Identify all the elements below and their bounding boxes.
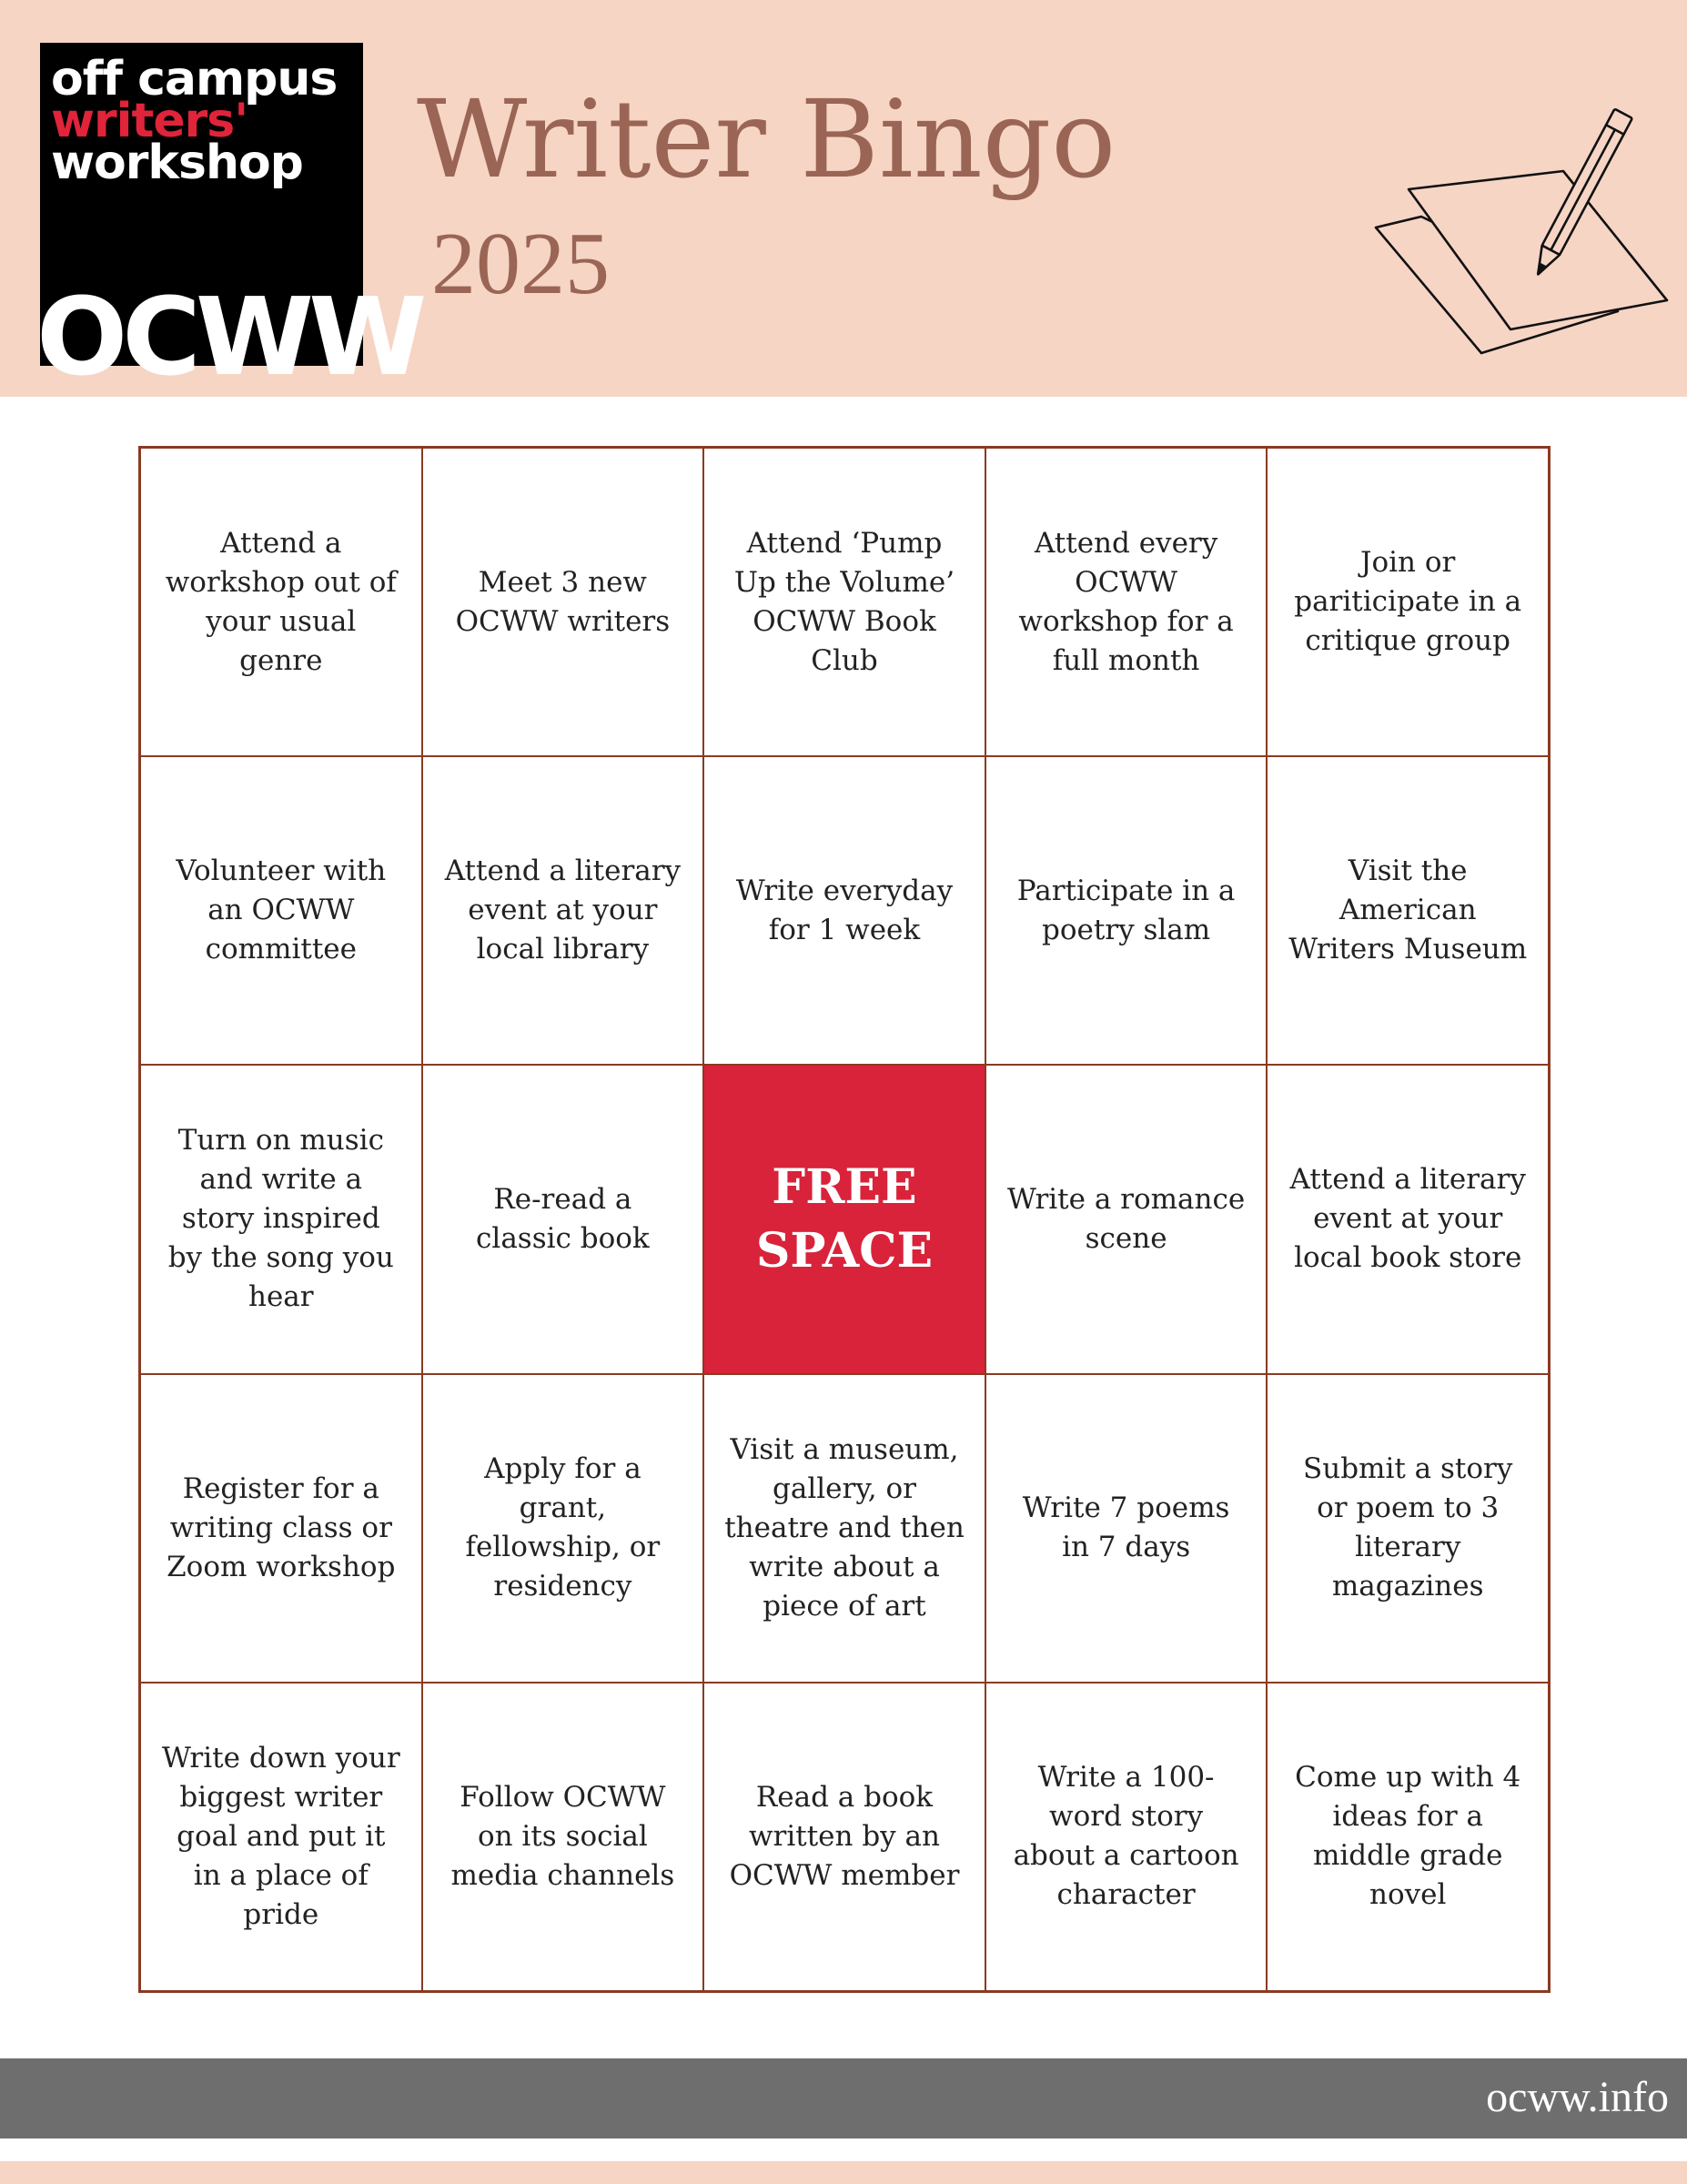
- ocww-logo: [36, 43, 422, 399]
- bingo-cell[interactable]: Submit a story or poem to 3 literary magazines: [1267, 1374, 1549, 1683]
- bingo-cell[interactable]: Come up with 4 ideas for a middle grade novel: [1267, 1683, 1549, 1991]
- paper-pencil-icon: [1365, 91, 1674, 364]
- bingo-cell[interactable]: Read a book written by an OCWW member: [703, 1683, 985, 1991]
- bingo-cell[interactable]: Volunteer with an OCWW committee: [140, 756, 422, 1065]
- bingo-cell[interactable]: Participate in a poetry slam: [985, 756, 1268, 1065]
- bingo-cell[interactable]: Meet 3 new OCWW writers: [422, 448, 704, 756]
- bingo-cell[interactable]: Attend ‘Pump Up the Volume’ OCWW Book Club: [703, 448, 985, 756]
- bingo-cell[interactable]: Join or pariticipate in a critique group: [1267, 448, 1549, 756]
- bingo-cell[interactable]: Re-read a classic book: [422, 1065, 704, 1373]
- footer-bar: [0, 2058, 1687, 2138]
- logo-abbrev: OCWW: [36, 274, 422, 399]
- bingo-cell[interactable]: Register for a writing class or Zoom workshop: [140, 1374, 422, 1683]
- bingo-cell[interactable]: Write everyday for 1 week: [703, 756, 985, 1065]
- page-title: Writer Bingo: [417, 76, 1116, 202]
- bingo-cell[interactable]: Follow OCWW on its social media channels: [422, 1683, 704, 1991]
- footer-strip: [0, 2161, 1687, 2184]
- bingo-grid: [138, 446, 1551, 1993]
- bingo-cell[interactable]: Write down your biggest writer goal and put it in a place of pride: [140, 1683, 422, 1991]
- bingo-cell[interactable]: Write a romance scene: [985, 1065, 1268, 1373]
- bingo-cell[interactable]: Write a 100-word story about a cartoon character: [985, 1683, 1268, 1991]
- bingo-cell[interactable]: Write 7 poems in 7 days: [985, 1374, 1268, 1683]
- logo-line-workshop: workshop: [51, 136, 303, 190]
- bingo-cell[interactable]: Attend a literary event at your local book store: [1267, 1065, 1549, 1373]
- footer-url[interactable]: ocww.info: [1486, 2073, 1669, 2121]
- bingo-cell[interactable]: Attend a workshop out of your usual genre: [140, 448, 422, 756]
- bingo-cell[interactable]: Apply for a grant, fellowship, or residency: [422, 1374, 704, 1683]
- bingo-cell[interactable]: Visit a museum, gallery, or theatre and then write about a piece of art: [703, 1374, 985, 1683]
- header-band: [0, 0, 1687, 397]
- bingo-cell[interactable]: Attend a literary event at your local library: [422, 756, 704, 1065]
- logo-line-writers: writers': [51, 94, 248, 148]
- logo-line-off-campus: off campus: [51, 52, 338, 106]
- bingo-cell[interactable]: Turn on music and write a story inspired by the song you hear: [140, 1065, 422, 1373]
- bingo-cell[interactable]: Visit the American Writers Museum: [1267, 756, 1549, 1065]
- free-space-cell[interactable]: FREE SPACE: [703, 1065, 985, 1373]
- bingo-cell[interactable]: Attend every OCWW workshop for a full month: [985, 448, 1268, 756]
- page-year: 2025: [431, 215, 610, 313]
